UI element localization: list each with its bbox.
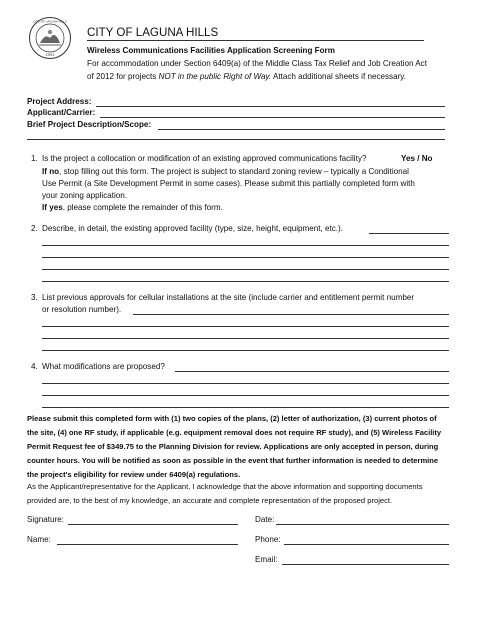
submit-notice-line-4: counter hours. You will be notified as soon as possible in the event that further information is needed to determine (27, 456, 439, 465)
q3-text-1: List previous approvals for cellular installations at the site (include carrier and entitlement permit number (42, 293, 415, 302)
city-seal-logo (28, 16, 72, 60)
signature-field[interactable] (68, 524, 238, 525)
form-title: Wireless Communications Facilities Application Screening Form (87, 46, 335, 55)
city-title: CITY OF LAGUNA HILLS (87, 26, 219, 39)
description-label: Brief Project Description/Scope: (27, 120, 152, 129)
q2-field-line[interactable] (42, 245, 449, 246)
q1-yes-no[interactable]: Yes / No (401, 154, 433, 163)
intro-line-1: For accommodation under Section 6409(a) of the Middle Class Tax Relief and Job Creation Act (87, 59, 427, 68)
applicant-label: Applicant/Carrier: (27, 108, 96, 117)
acknowledgement-line-2: provided are, to the best of my knowledge, an accurate and complete representation of the proposed project. (27, 496, 393, 505)
q3-field-line[interactable] (42, 338, 449, 339)
q3-field[interactable] (133, 314, 449, 315)
intro-line-2 (87, 71, 406, 83)
date-label: Date: (255, 515, 275, 524)
acknowledgement-line-1: As the Applicant/representative for the Applicant, I acknowledge that the above information and supporting documents (27, 482, 423, 491)
q1-if-yes-lead: If yes (42, 203, 63, 212)
q4-field-line[interactable] (42, 407, 449, 408)
svg-text:1991: 1991 (45, 52, 55, 57)
q1-if-yes (42, 202, 223, 214)
q3-number: 3. (31, 293, 38, 302)
description-field[interactable] (158, 129, 445, 130)
q2-field-line[interactable] (42, 269, 449, 270)
project-address-field[interactable] (96, 106, 445, 107)
q1-if-no-2: Use Permit (a Site Development Permit in some cases). Please submit this partially completed form with (42, 179, 415, 188)
q1-text: Is the project a collocation or modification of an existing approved communications facility? (42, 154, 367, 163)
submit-notice-line-5: the project's eligibility for review under 6409(a) regulations. (27, 470, 241, 479)
svg-text:CITY OF LAGUNA HILLS: CITY OF LAGUNA HILLS (33, 19, 67, 24)
phone-label: Phone: (255, 535, 281, 544)
q2-text: Describe, in detail, the existing approved facility (type, size, height, equipment, etc.). (42, 224, 343, 233)
q2-field-line[interactable] (42, 281, 449, 282)
q2-field-line[interactable] (42, 257, 449, 258)
q4-field[interactable] (175, 371, 449, 372)
q3-text-2: or resolution number). (42, 305, 122, 314)
intro-emphasis: NOT in the public Right of Way. (158, 72, 272, 81)
submit-notice-line-2: the site, (4) one RF study, if applicable (e.g. equipment removal does not require RF study), and (5) Wireless Facility (27, 428, 442, 437)
q4-field-line[interactable] (42, 383, 449, 384)
email-label: Email: (255, 555, 278, 564)
intro-text-tail: Attach additional sheets if necessary. (271, 72, 406, 81)
q1-if-no-text: , stop filling out this form. The project is subject to standard zoning review – typically a Conditional (59, 167, 409, 176)
email-field[interactable] (282, 564, 449, 565)
signature-label: Signature: (27, 515, 64, 524)
q1-if-yes-text: , please complete the remainder of this form. (62, 203, 223, 212)
q4-field-line[interactable] (42, 395, 449, 396)
name-label: Name: (27, 535, 51, 544)
name-field[interactable] (57, 544, 238, 545)
phone-field[interactable] (284, 544, 449, 545)
q2-field[interactable] (369, 233, 449, 234)
q1-if-no-lead: If no (42, 167, 60, 176)
city-title-underline (87, 40, 424, 41)
q3-field-line[interactable] (42, 326, 449, 327)
q4-number: 4. (31, 362, 38, 371)
intro-text: of 2012 for projects (87, 72, 159, 81)
q1-if-no-3: your zoning application. (42, 191, 128, 200)
q2-number: 2. (31, 224, 38, 233)
project-address-label: Project Address: (27, 97, 92, 106)
date-field[interactable] (276, 524, 449, 525)
submit-notice-line-3: Permit Request fee of $349.75 to the Planning Division for review. Applications are only accepted in person, during (27, 442, 439, 451)
applicant-field[interactable] (100, 117, 445, 118)
submit-notice-line-1: Please submit this completed form with (1) two copies of the plans, (2) letter of authorization, (3) current photos of (27, 414, 437, 423)
q1-if-no (42, 166, 409, 178)
description-field-line-2[interactable] (27, 139, 445, 140)
q3-field-line[interactable] (42, 350, 449, 351)
q1-number: 1. (31, 154, 38, 163)
q4-text: What modifications are proposed? (42, 362, 165, 371)
